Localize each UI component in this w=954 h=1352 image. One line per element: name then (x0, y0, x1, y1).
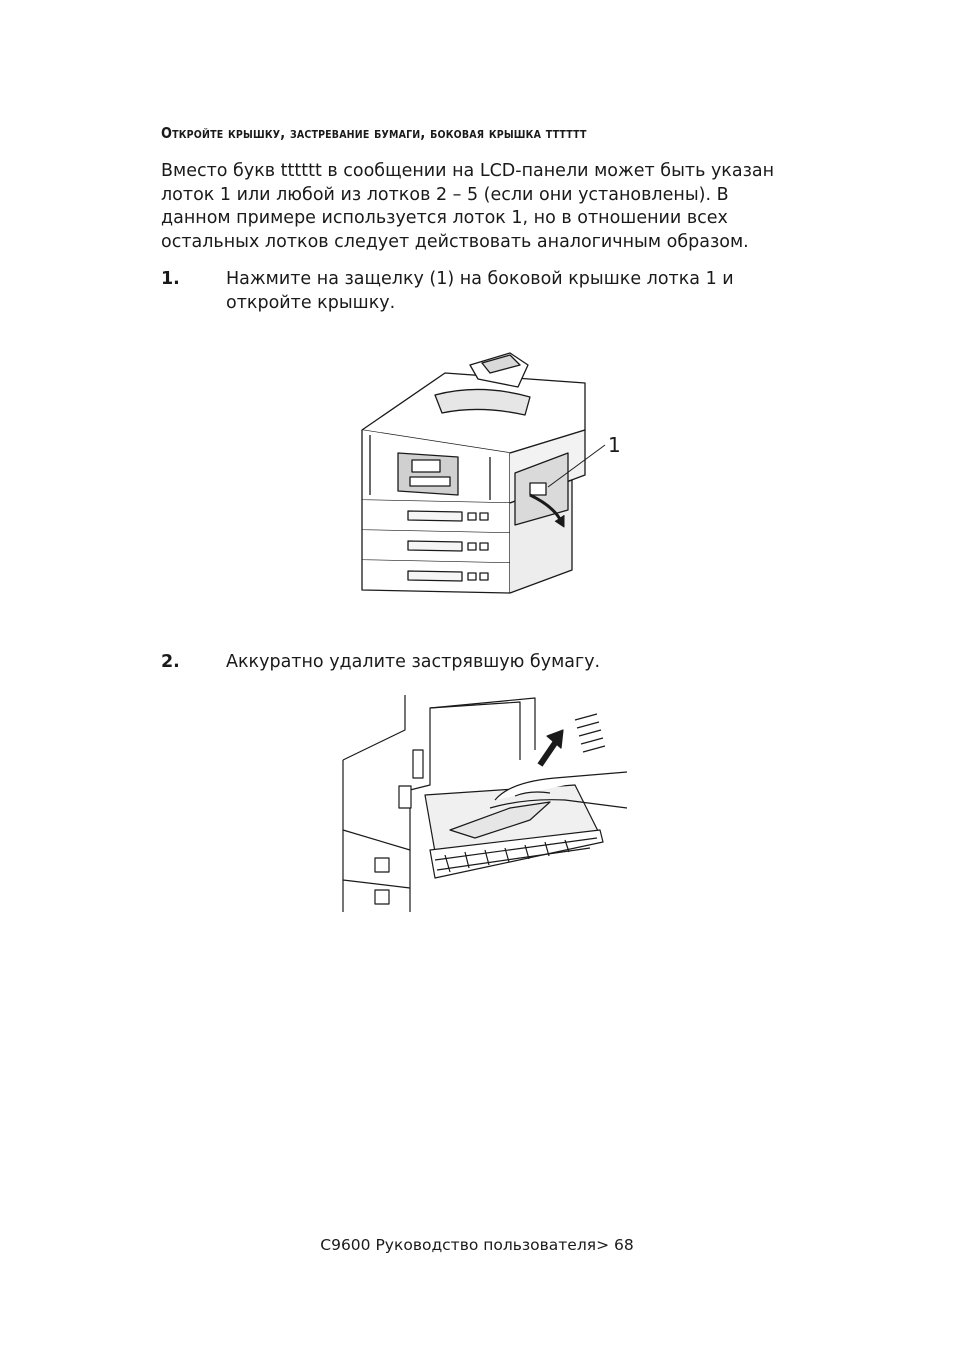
step-line: Аккуратно удалите застрявшую бумагу. (226, 652, 601, 672)
intro-line: Вместо букв tttttt в сообщении на LCD-панели может быть указан (161, 161, 775, 181)
step-number: 1. (161, 269, 180, 289)
step-line: Нажмите на защелку (1) на боковой крышке лотка 1 и (226, 269, 734, 289)
intro-paragraph (161, 160, 841, 254)
step-text (226, 267, 846, 315)
intro-line: данном примере используется лоток 1, но в отношении всех (161, 208, 728, 228)
step-line: откройте крышку. (226, 293, 396, 313)
printer-illustration (350, 335, 630, 610)
paper-removal-illustration (335, 690, 630, 912)
step-text (226, 650, 846, 674)
section-heading: Откройте крышку, застревание бумаги, боковая крышка tttttt (161, 124, 587, 142)
intro-line: лоток 1 или любой из лотков 2 – 5 (если они установлены). В (161, 184, 729, 205)
callout-label: 1 (608, 433, 621, 457)
step-number: 2. (161, 652, 180, 672)
page-footer: C9600 Руководство пользователя> 68 (320, 1236, 634, 1254)
intro-line: остальных лотков следует действовать аналогичным образом. (161, 231, 749, 252)
